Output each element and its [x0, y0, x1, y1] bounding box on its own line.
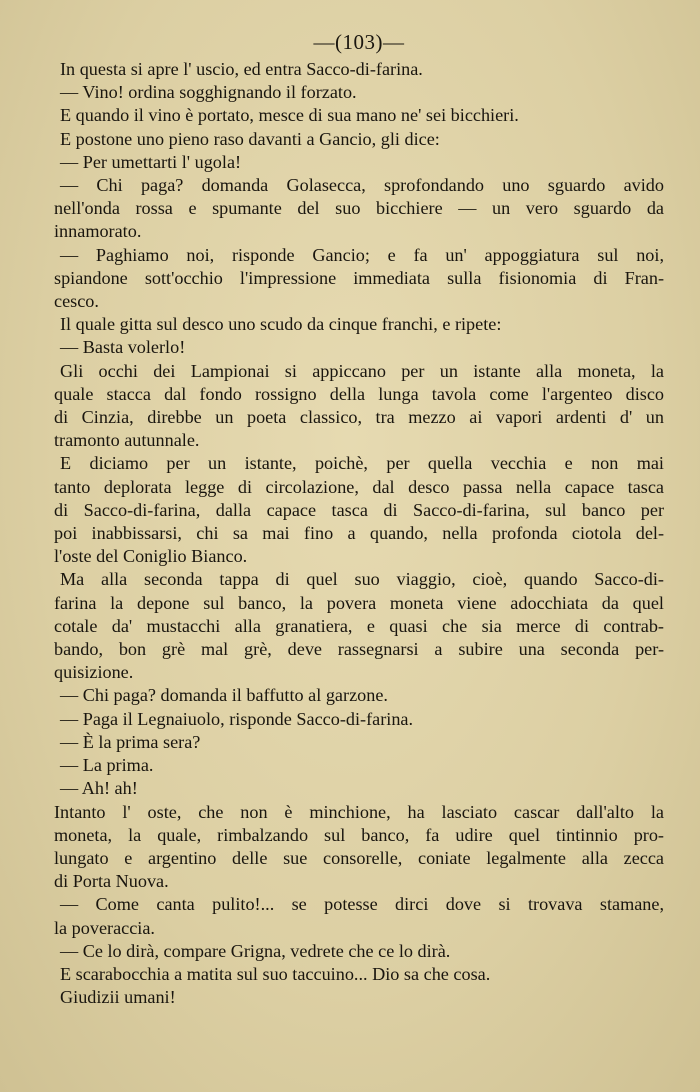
- text-line: di Porta Nuova.: [54, 871, 169, 892]
- text-line: — Chi paga? domanda il baffutto al garzone.: [60, 685, 388, 706]
- text-line: — Vino! ordina sogghignando il forzato.: [60, 82, 357, 103]
- text-line: cotale da' mustacchi alla granatiera, e quasi che sia merce di contrab-: [54, 615, 664, 636]
- text-line: Gli occhi dei Lampionai si appiccano per un istante alla moneta, la: [60, 360, 664, 381]
- text-line: l'oste del Coniglio Bianco.: [54, 546, 248, 567]
- text-line: quale stacca dal fondo rossigno della lunga tavola come l'argenteo disco: [54, 383, 664, 404]
- text-line: moneta, la quale, rimbalzando sul banco, fa udire quel tintinnio pro-: [54, 824, 664, 845]
- text-line: — Come canta pulito!... se potesse dirci dove si trovava stamane,: [60, 894, 664, 915]
- text-line: — Paga il Legnaiuolo, risponde Sacco-di-farina.: [60, 708, 414, 729]
- text-line: farina la depone sul banco, la povera moneta viene adocchiata da quel: [54, 592, 664, 613]
- text-line: E scarabocchia a matita sul suo taccuino... Dio sa che cosa.: [60, 963, 491, 984]
- text-line: Ma alla seconda tappa di quel suo viaggio, cioè, quando Sacco-di-: [60, 569, 664, 590]
- text-line: — Chi paga? domanda Golasecca, sprofondando uno sguardo avido: [60, 175, 664, 196]
- text-line: Il quale gitta sul desco uno scudo da cinque franchi, e ripete:: [60, 314, 502, 335]
- text-line: Giudizii umani!: [60, 987, 176, 1008]
- text-line: In questa si apre l' uscio, ed entra Sacco-di-farina.: [60, 59, 423, 79]
- text-line: lungato e argentino delle sue consorelle, coniate legalmente alla zecca: [54, 847, 664, 868]
- body-text: [54, 58, 664, 1009]
- text-line: cesco.: [54, 291, 99, 312]
- text-line: poi inabbissarsi, chi sa mai fino a quando, nella profonda ciotola del-: [54, 523, 664, 544]
- text-line: innamorato.: [54, 221, 142, 242]
- text-line: — Ce lo dirà, compare Grigna, vedrete che ce lo dirà.: [60, 940, 451, 961]
- text-line: — È la prima sera?: [60, 731, 201, 752]
- text-line: tramonto autunnale.: [54, 430, 200, 451]
- text-line: — Paghiamo noi, risponde Gancio; e fa un' appoggiatura sul noi,: [60, 244, 664, 265]
- text-line: E postone uno pieno raso davanti a Gancio, gli dice:: [60, 128, 440, 149]
- text-line: quisizione.: [54, 662, 134, 683]
- text-line: — Basta volerlo!: [60, 337, 186, 358]
- text-line: nell'onda rossa e spumante del suo bicchiere — un vero sguardo da: [54, 198, 664, 219]
- text-line: di Cinzia, direbbe un poeta classico, tra mezzo ai vapori ardenti d' un: [54, 407, 664, 428]
- page-number: —(103)—: [313, 30, 405, 54]
- text-line: Intanto l' oste, che non è minchione, ha lasciato cascar dall'alto la: [54, 801, 664, 822]
- text-line: bando, bon grè mal grè, deve rassegnarsi a subire una seconda per-: [54, 639, 664, 660]
- text-line: — Ah! ah!: [60, 778, 138, 799]
- text-line: tanto deplorata legge di circolazione, dal desco passa nella capace tasca: [54, 476, 664, 497]
- text-line: E diciamo per un istante, poichè, per quella vecchia e non mai: [60, 453, 664, 474]
- text-line: spiandone sott'occhio l'impressione immediata sulla fisionomia di Fran-: [54, 267, 664, 288]
- text-line: di Sacco-di-farina, dalla capace tasca di Sacco-di-farina, sul banco per: [54, 499, 664, 520]
- text-line: la poveraccia.: [54, 917, 155, 938]
- text-line: — Per umettarti l' ugola!: [60, 151, 242, 172]
- text-line: E quando il vino è portato, mesce di sua mano ne' sei bicchieri.: [60, 105, 519, 126]
- text-line: — La prima.: [60, 755, 154, 776]
